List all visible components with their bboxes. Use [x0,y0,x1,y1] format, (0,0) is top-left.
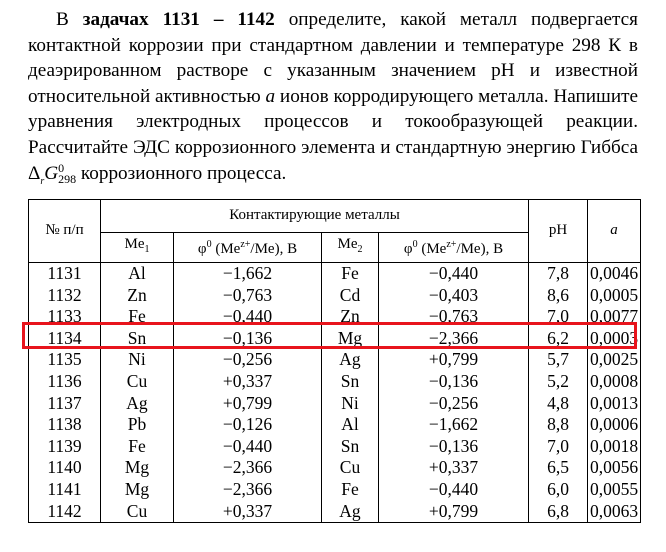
header-contact-metals: Контактирующие металлы [101,200,529,233]
cell-a: 0,0005 [588,285,641,307]
cell-me2: Ag [322,349,379,371]
cell-phi2: −0,136 [379,371,529,393]
cell-n: 1134 [29,328,101,350]
cell-phi1: −0,763 [174,285,322,307]
cell-a: 0,0018 [588,436,641,458]
cell-ph: 7,0 [529,306,588,328]
cell-ph: 4,8 [529,393,588,415]
cell-ph: 5,7 [529,349,588,371]
cell-me1: Ni [101,349,174,371]
cell-phi1: +0,337 [174,501,322,523]
cell-me2: Ni [322,393,379,415]
header-potential-2: $\varphi^0$ $(Me^{z+}/Me)$, В [379,233,529,263]
cell-phi2: −0,403 [379,285,529,307]
cell-me1: Cu [101,501,174,523]
table-row [29,393,641,415]
cell-a: 0,0025 [588,349,641,371]
cell-me2: Sn [322,371,379,393]
cell-me1: Cu [101,371,174,393]
cell-ph: 6,8 [529,501,588,523]
cell-n: 1138 [29,414,101,436]
cell-ph: 6,0 [529,479,588,501]
cell-phi2: −0,256 [379,393,529,415]
cell-phi1: −0,440 [174,306,322,328]
cell-me1: Fe [101,436,174,458]
cell-ph: 7,8 [529,263,588,285]
cell-a: 0,0055 [588,479,641,501]
cell-me1: Fe [101,306,174,328]
cell-phi1: −2,366 [174,457,322,479]
cell-me2: Cu [322,457,379,479]
header-activity: a [588,200,641,263]
table-row [29,479,641,501]
cell-phi1: −2,366 [174,479,322,501]
cell-phi2: −2,366 [379,328,529,350]
cell-a: 0,0003 [588,328,641,350]
cell-a: 0,0063 [588,501,641,523]
cell-n: 1139 [29,436,101,458]
table-row [29,414,641,436]
task-range: задачах 1131 – 1142 [82,9,275,30]
cell-n: 1133 [29,306,101,328]
cell-a: 0,0056 [588,457,641,479]
table-row [29,349,641,371]
cell-ph: 6,2 [529,328,588,350]
gibbs-energy-symbol: $\Delta_rG$ 0 298 [28,161,77,187]
cell-a: 0,0013 [588,393,641,415]
cell-ph: 5,2 [529,371,588,393]
table-row [29,457,641,479]
cell-ph: 8,6 [529,285,588,307]
cell-a: 0,0077 [588,306,641,328]
table-row [29,285,641,307]
cell-phi1: −0,126 [174,414,322,436]
cell-phi1: +0,799 [174,393,322,415]
table-row [29,501,641,523]
table-body [29,263,641,523]
header-potential-1: $\varphi^0$ $(Me^{z+}/Me)$, В [174,233,322,263]
header-me2: $Me_2$ [322,233,379,263]
cell-me1: Mg [101,457,174,479]
cell-phi2: −0,136 [379,436,529,458]
cell-me2: Fe [322,263,379,285]
cell-ph: 8,8 [529,414,588,436]
cell-me1: Sn [101,328,174,350]
metals-table [28,199,641,523]
cell-me2: Mg [322,328,379,350]
cell-n: 1131 [29,263,101,285]
activity-symbol: a [265,85,276,107]
cell-n: 1136 [29,371,101,393]
cell-ph: 6,5 [529,457,588,479]
cell-phi1: −0,440 [174,436,322,458]
cell-phi2: −0,763 [379,306,529,328]
cell-phi1: −1,662 [174,263,322,285]
cell-me1: Zn [101,285,174,307]
cell-me1: Ag [101,393,174,415]
header-ph: pH [529,200,588,263]
cell-n: 1132 [29,285,101,307]
table-row [29,263,641,285]
cell-phi2: −0,440 [379,479,529,501]
cell-me2: Cd [322,285,379,307]
cell-me2: Ag [322,501,379,523]
cell-me2: Al [322,414,379,436]
cell-a: 0,0008 [588,371,641,393]
cell-n: 1135 [29,349,101,371]
cell-a: 0,0006 [588,414,641,436]
highlight-box [22,322,637,349]
cell-phi1: −0,256 [174,349,322,371]
table-row [29,371,641,393]
cell-phi2: +0,799 [379,349,529,371]
cell-me1: Al [101,263,174,285]
cell-me1: Mg [101,479,174,501]
cell-me2: Zn [322,306,379,328]
cell-n: 1137 [29,393,101,415]
cell-phi2: +0,337 [379,457,529,479]
table-row [29,436,641,458]
cell-phi1: +0,337 [174,371,322,393]
cell-me2: Fe [322,479,379,501]
cell-me1: Pb [101,414,174,436]
cell-n: 1140 [29,457,101,479]
header-me1: $Me_1$ [101,233,174,263]
cell-ph: 7,0 [529,436,588,458]
cell-phi2: +0,799 [379,501,529,523]
header-number: № п/п [29,200,101,263]
cell-phi2: −1,662 [379,414,529,436]
cell-phi2: −0,440 [379,263,529,285]
cell-a: 0,0046 [588,263,641,285]
cell-n: 1141 [29,479,101,501]
problem-statement [28,7,638,194]
cell-n: 1142 [29,501,101,523]
problem-text: В задачах 1131 – 1142 определите, какой металл подвергается контактной коррозии при стандартном давлении и температуре 298 К в деаэрированном растворе с указанным значением pH и известной относительной активностью a ионов корродирующего металла. Напишите уравнения электродных процессов и токообразующей реакции. Рассчитайте ЭДС коррозионного элемента и стандартную энергию Гиббса $\Delta_rG$ 0 298 коррозионного процесса. [28,9,638,187]
cell-phi1: −0,136 [174,328,322,350]
cell-me2: Sn [322,436,379,458]
